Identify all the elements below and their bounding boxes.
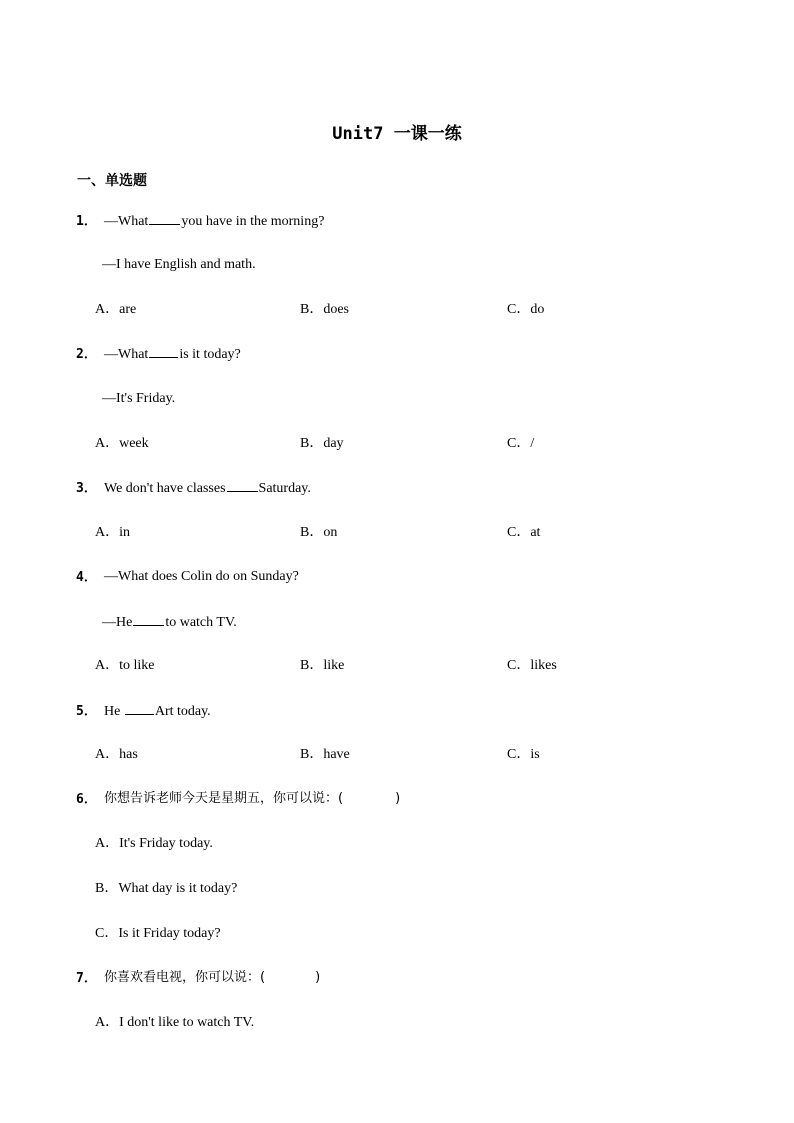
question-text: —What you have in the morning? <box>104 211 324 232</box>
option-b[interactable]: B．like <box>300 658 345 673</box>
option-a[interactable]: A．has <box>95 747 138 762</box>
answer-blank <box>227 478 258 492</box>
question-number: 6． <box>76 792 97 807</box>
question-text: —What is it today? <box>104 344 241 365</box>
option-a[interactable]: A．week <box>95 436 149 451</box>
question-reply: —I have English and math. <box>102 257 256 272</box>
option-c[interactable]: C．is <box>507 747 540 762</box>
option-c[interactable]: C．at <box>507 525 541 540</box>
question-text: —What does Colin do on Sunday? <box>104 569 299 584</box>
option-c[interactable]: C．Is it Friday today? <box>95 926 221 941</box>
option-a[interactable]: A．in <box>95 525 130 540</box>
answer-blank <box>125 701 154 715</box>
option-a[interactable]: A．It's Friday today. <box>95 836 213 851</box>
question-text: He Art today. <box>104 701 211 722</box>
question-text: 你喜欢看电视，你可以说：( ) <box>104 970 321 985</box>
option-a[interactable]: A．are <box>95 302 137 317</box>
question-number: 1． <box>76 214 97 229</box>
question-text: We don't have classes Saturday. <box>104 478 311 499</box>
option-b[interactable]: B．does <box>300 302 349 317</box>
question-reply: —He to watch TV. <box>102 612 237 633</box>
option-b[interactable]: B．on <box>300 525 338 540</box>
question-number: 2． <box>76 347 97 362</box>
option-c[interactable]: C．/ <box>507 436 535 451</box>
question-reply: —It's Friday. <box>102 391 176 406</box>
option-c[interactable]: C．do <box>507 302 545 317</box>
question-number: 5． <box>76 704 97 719</box>
question-text: 你想告诉老师今天是星期五，你可以说：( ) <box>104 791 401 806</box>
question-number: 3． <box>76 481 97 496</box>
question-number: 7． <box>76 971 97 986</box>
answer-blank <box>133 612 164 626</box>
answer-blank <box>149 344 178 358</box>
option-b[interactable]: B．What day is it today? <box>95 881 238 896</box>
option-a[interactable]: A．I don't like to watch TV. <box>95 1015 255 1030</box>
option-c[interactable]: C．likes <box>507 658 557 673</box>
question-number: 4． <box>76 570 97 585</box>
section-heading: 一、单选题 <box>77 173 147 189</box>
option-b[interactable]: B．have <box>300 747 350 762</box>
page-title: Unit7 一课一练 <box>332 124 462 144</box>
answer-blank <box>149 211 180 225</box>
option-b[interactable]: B．day <box>300 436 344 451</box>
option-a[interactable]: A．to like <box>95 658 155 673</box>
